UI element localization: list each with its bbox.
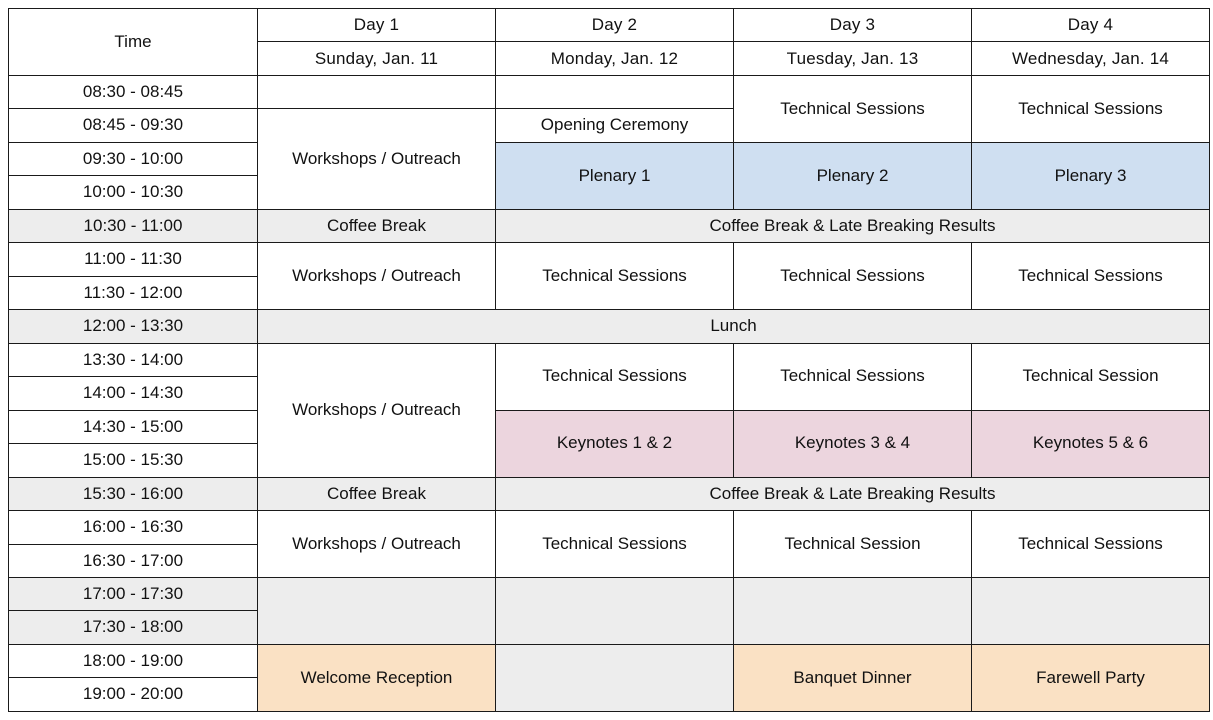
cell-day2-technical-sessions-early-afternoon: Technical Sessions	[496, 343, 734, 410]
cell-day3-evening-free	[734, 577, 972, 644]
day-header-4: Day 4	[972, 9, 1210, 42]
time-slot: 13:30 - 14:00	[9, 343, 258, 376]
cell-day3-plenary-2: Plenary 2	[734, 142, 972, 209]
schedule-row	[9, 477, 1210, 510]
time-slot: 15:00 - 15:30	[9, 444, 258, 477]
cell-day4-technical-sessions-morning: Technical Sessions	[972, 75, 1210, 142]
time-slot: 12:00 - 13:30	[9, 310, 258, 343]
schedule-row	[9, 142, 1210, 175]
cell-day4-technical-sessions-late-morning: Technical Sessions	[972, 243, 1210, 310]
time-slot: 19:00 - 20:00	[9, 678, 258, 712]
time-slot: 16:30 - 17:00	[9, 544, 258, 577]
cell-day2-keynotes-1-2: Keynotes 1 & 2	[496, 410, 734, 477]
cell-day1-0830	[258, 75, 496, 108]
cell-day1-welcome-reception: Welcome Reception	[258, 644, 496, 711]
cell-day1-workshops-late-afternoon: Workshops / Outreach	[258, 511, 496, 578]
conference-schedule-table	[8, 8, 1210, 712]
cell-day4-evening-free	[972, 577, 1210, 644]
cell-day1-workshops-morning: Workshops / Outreach	[258, 109, 496, 209]
cell-day3-technical-sessions-early-afternoon: Technical Sessions	[734, 343, 972, 410]
day-header-2: Day 2	[496, 9, 734, 42]
cell-day1-evening-free	[258, 577, 496, 644]
time-slot: 15:30 - 16:00	[9, 477, 258, 510]
schedule-row	[9, 410, 1210, 443]
schedule-row	[9, 243, 1210, 276]
schedule-row	[9, 209, 1210, 242]
time-slot: 18:00 - 19:00	[9, 644, 258, 677]
cell-day2-plenary-1: Plenary 1	[496, 142, 734, 209]
cell-day4-plenary-3: Plenary 3	[972, 142, 1210, 209]
time-slot: 10:00 - 10:30	[9, 176, 258, 209]
time-slot: 08:45 - 09:30	[9, 109, 258, 142]
schedule-row	[9, 511, 1210, 544]
time-slot: 17:30 - 18:00	[9, 611, 258, 644]
cell-day2-night-free	[496, 644, 734, 711]
cell-day2-0830	[496, 75, 734, 108]
schedule-row	[9, 577, 1210, 610]
time-column-header: Time	[9, 9, 258, 76]
time-slot: 10:30 - 11:00	[9, 209, 258, 242]
cell-day4-farewell-party: Farewell Party	[972, 644, 1210, 711]
day-header-3: Day 3	[734, 9, 972, 42]
cell-day1-coffee-break-afternoon: Coffee Break	[258, 477, 496, 510]
time-slot: 16:00 - 16:30	[9, 511, 258, 544]
date-header-3: Tuesday, Jan. 13	[734, 42, 972, 75]
cell-day2-technical-sessions-late-afternoon: Technical Sessions	[496, 511, 734, 578]
cell-day4-technical-session-early-afternoon: Technical Session	[972, 343, 1210, 410]
date-header-2: Monday, Jan. 12	[496, 42, 734, 75]
cell-day4-keynotes-5-6: Keynotes 5 & 6	[972, 410, 1210, 477]
cell-day1-coffee-break-morning: Coffee Break	[258, 209, 496, 242]
cell-day3-keynotes-3-4: Keynotes 3 & 4	[734, 410, 972, 477]
schedule-row	[9, 310, 1210, 343]
cell-day4-technical-sessions-late-afternoon: Technical Sessions	[972, 511, 1210, 578]
time-slot: 17:00 - 17:30	[9, 577, 258, 610]
date-header-1: Sunday, Jan. 11	[258, 42, 496, 75]
cell-day1-workshops-late-morning: Workshops / Outreach	[258, 243, 496, 310]
header-row-day	[9, 9, 1210, 42]
cell-day2-technical-sessions-late-morning: Technical Sessions	[496, 243, 734, 310]
schedule-row	[9, 75, 1210, 108]
cell-day2-evening-free	[496, 577, 734, 644]
cell-coffee-break-late-breaking-afternoon: Coffee Break & Late Breaking Results	[496, 477, 1210, 510]
cell-day3-technical-sessions-morning: Technical Sessions	[734, 75, 972, 142]
schedule-row	[9, 644, 1210, 677]
date-header-4: Wednesday, Jan. 14	[972, 42, 1210, 75]
cell-day3-banquet-dinner: Banquet Dinner	[734, 644, 972, 711]
cell-day1-workshops-afternoon: Workshops / Outreach	[258, 343, 496, 477]
cell-day3-technical-session-late-afternoon: Technical Session	[734, 511, 972, 578]
cell-lunch: Lunch	[258, 310, 1210, 343]
time-slot: 11:30 - 12:00	[9, 276, 258, 309]
cell-coffee-break-late-breaking-morning: Coffee Break & Late Breaking Results	[496, 209, 1210, 242]
schedule-row	[9, 343, 1210, 376]
time-slot: 14:30 - 15:00	[9, 410, 258, 443]
time-slot: 11:00 - 11:30	[9, 243, 258, 276]
time-slot: 08:30 - 08:45	[9, 75, 258, 108]
time-slot: 14:00 - 14:30	[9, 377, 258, 410]
cell-day3-technical-sessions-late-morning: Technical Sessions	[734, 243, 972, 310]
time-slot: 09:30 - 10:00	[9, 142, 258, 175]
day-header-1: Day 1	[258, 9, 496, 42]
cell-day2-opening-ceremony: Opening Ceremony	[496, 109, 734, 142]
